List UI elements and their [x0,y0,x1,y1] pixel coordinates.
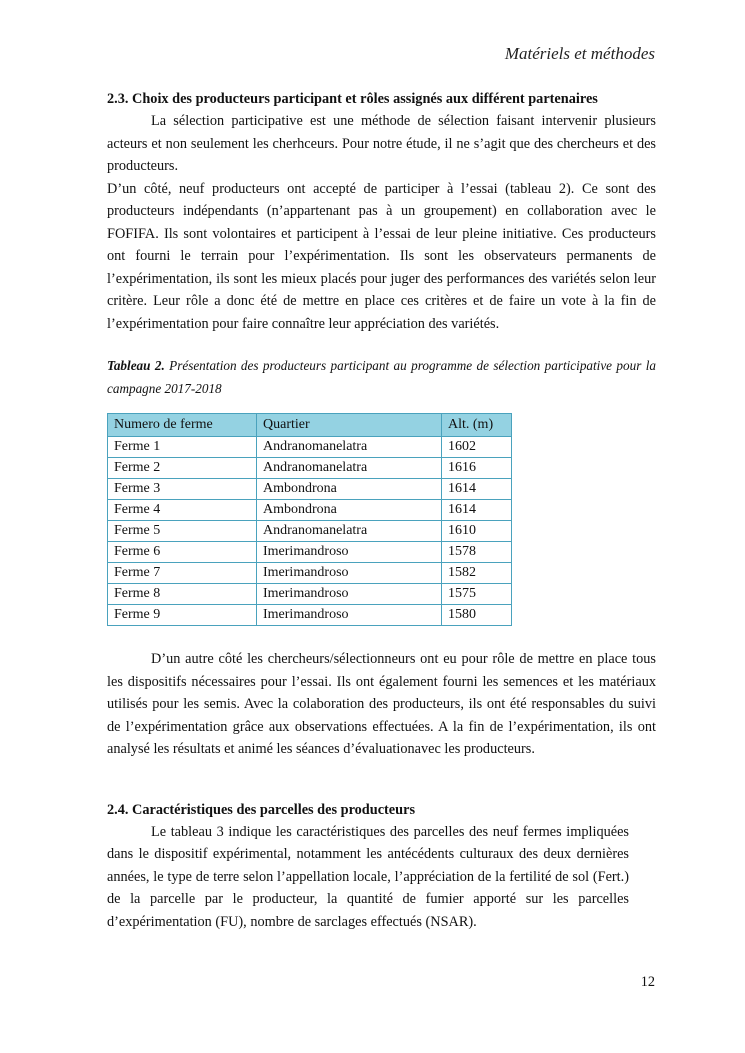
altitude-cell: 1614 [442,479,512,500]
quartier-cell: Andranomanelatra [257,437,442,458]
farm-cell: Ferme 7 [108,563,257,584]
page-number: 12 [640,974,655,990]
quartier-cell: Andranomanelatra [257,458,442,479]
farm-cell: Ferme 3 [108,479,257,500]
quartier-cell: Imerimandroso [257,563,442,584]
producers-table [107,413,512,626]
altitude-cell: 1578 [442,542,512,563]
table-row [108,605,512,626]
altitude-cell: 1616 [442,458,512,479]
column-header-altitude: Alt. (m) [442,414,512,437]
farm-cell: Ferme 2 [108,458,257,479]
running-header: Matériels et méthodes [504,44,655,63]
table-row [108,563,512,584]
column-header-quartier: Quartier [257,414,442,437]
table-row [108,500,512,521]
section-2-3-paragraph-1: La sélection participative est une méthode de sélection faisant intervenir plusieurs acteurs et non seulement les cherhceurs. Pour notre étude, il ne s’agit que des chercheurs et des producteurs. [107,113,656,174]
farm-cell: Ferme 1 [108,437,257,458]
altitude-cell: 1610 [442,521,512,542]
page-content [107,88,656,933]
table-body [108,437,512,626]
table-2-caption-label: Tableau 2. [107,358,165,373]
section-2-4-heading: 2.4. Caractéristiques des parcelles des producteurs [107,801,416,818]
quartier-cell: Andranomanelatra [257,521,442,542]
section-2-4-paragraph-1: Le tableau 3 indique les caractéristiques des parcelles des neuf fermes impliquées dans le dispositif expérimental, notamment les antécédents culturaux des deux dernières années, le type de terre selon l’appellation locale, l’appréciation de la fertilité de sol (Fert.) de la parcelle par le producteur, la quantité de fumier apporté sur les parcelles d’expérimentation (FU), nombre de sarclages effectués (NSAR). [107,823,629,930]
table-row [108,542,512,563]
farm-cell: Ferme 6 [108,542,257,563]
section-2-3-paragraph-2: D’un côté, neuf producteurs ont accepté de participer à l’essai (tableau 2). Ce sont des producteurs indépendants (n’appartenant pas à un groupement) en collaboration avec le FOFIFA. Ils sont volontaires et participent à l’essai de leur pleine initiative. Ces producteurs ont fourni le terrain pour l’expérimentation. Ils sont les observateurs permanents de l’expérimentation, ils sont les mieux placés pour juger des performances des variétés selon leur critère. Leur rôle a donc été de mettre en place ces critères et de faire un vote à la fin de l’expérimentation pour faire connaître leur appréciation des variétés. [107,180,656,332]
farm-cell: Ferme 8 [108,584,257,605]
farm-cell: Ferme 5 [108,521,257,542]
altitude-cell: 1602 [442,437,512,458]
quartier-cell: Imerimandroso [257,584,442,605]
table-header-row [108,414,512,437]
altitude-cell: 1614 [442,500,512,521]
table-2-caption-text: Présentation des producteurs participant au programme de sélection participative pour la campagne 2017-2018 [107,358,656,396]
column-header-farm: Numero de ferme [108,414,257,437]
quartier-cell: Ambondrona [257,479,442,500]
table-2-caption [107,355,656,400]
altitude-cell: 1575 [442,584,512,605]
quartier-cell: Ambondrona [257,500,442,521]
quartier-cell: Imerimandroso [257,542,442,563]
table-row [108,458,512,479]
farm-cell: Ferme 4 [108,500,257,521]
table-row [108,437,512,458]
altitude-cell: 1580 [442,605,512,626]
farm-cell: Ferme 9 [108,605,257,626]
altitude-cell: 1582 [442,563,512,584]
table-row [108,521,512,542]
table-row [108,584,512,605]
table-row [108,479,512,500]
section-2-3-heading: 2.3. Choix des producteurs participant et rôles assignés aux différent partenaires [107,91,598,107]
section-2-3-paragraph-3: D’un autre côté les chercheurs/sélectionneurs ont eu pour rôle de mettre en place tous les dispositifs nécessaires pour l’essai. Ils ont également fourni les semences et les matériaux utilisés pour les semis. Avec la colaboration des producteurs, ils ont été responsables du suivi de l’expérimentation grâce aux observations effectuées. A la fin de l’expérimentation, ils ont analysé les résultats et animé les séances d’évaluationavec les producteurs. [107,651,656,757]
quartier-cell: Imerimandroso [257,605,442,626]
